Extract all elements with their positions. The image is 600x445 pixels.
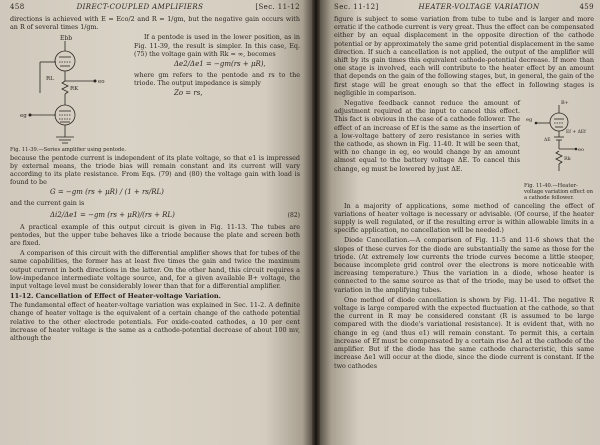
- rl-label: RL: [46, 76, 54, 83]
- right-paragraph-2: Negative feedback cannot reduce the amount of adjustment required at the input to cancel this effect. This fact is obvious in the case of a cathode follower. The effect of an increase of Ef is the same as the insertion of a low-voltage battery of zero resistance in series with the cathode, as shown in Fig. 11-40. It will be seen that, with no change in eg, eo would change by an amount almost equal to the battery voltage ΔE. To cancel this change, eg must be lowered by just ΔE.: [334, 99, 520, 173]
- left-paragraph-4: and the current gain is: [10, 199, 85, 208]
- left-paragraph-6: A comparison of this circuit with the differential amplifier shows that for tubes of the same capabilities, the former has at least five times the gain and twice the maximum output current in both directions in the latter. On the other hand, this circuit requires a low-impedance intermediate voltage source, and, for a given available B+ voltage, the input voltage level must be considerably lower than that for a differential amplifier.: [10, 249, 300, 291]
- equation-voltage-gain-load: G = −gm (rs + μR) / (1 + rs/RL): [50, 188, 164, 197]
- book-gutter: [312, 0, 320, 445]
- section-text: The fundamental effect of heater-voltage variation was explained in Sec. 11-2. A definite change of heater voltage is the equivalent of a certain change of the cathode potential relative to the other electrode potentials. For oxide-coated cathodes, a 10 per cent increase of heater voltage is the same as a cathode-potential decrease of about 100 mv, although the: [10, 301, 300, 343]
- fig-11-40: [524, 99, 594, 202]
- equation-current-gain-row: [10, 211, 300, 220]
- cathode-follower-schematic: [524, 99, 594, 177]
- fig40-eo-label: eo: [578, 147, 584, 154]
- right-paragraph-1: figure is subject to some variation from tube to tube and is larger and more erratic if the cathode current is very great. Thus the effect can be compensated either by an equal displacement in the opposite direction of the cathode potential or by approximately the same grid potential displacement in the same direction. If such a cancellation is not applied, the output of the amplifier will shift by its gain times this equivalent cathode-potential decrease. If more than one stage is involved, each will contribute to the heater effect by an amount that depends on the gain of the following stages, but, in general, the gain of the first stage will be great enough so that the effect in following stages is negligible in comparison.: [334, 15, 594, 97]
- left-paragraph-5: A practical example of this output circuit is given in Fig. 11-13. The tubes are pentodes, but the upper tube behaves like a triode because the plate and screen both are fixed.: [10, 222, 300, 248]
- right-paragraph-5: One method of diode cancellation is shown by Fig. 11-41. The negative R voltage is large compared with the expected fluctuation at the cathode, so that the current in R may be considered constant (R is assumed to be large compared with the diode's variational resistance). It is evident that, with no change in eg (and thus e1) will remain constant. To permit this, a certain increase of Ef must be compensated by a certain rise Δe1 at the cathode of the amplifier. But if the diode has the same cathode characteristic, this same increase Δe1 will occur at the diode, since the diode current is constant. If the two cathodes: [334, 295, 594, 370]
- right-paragraph-4: Diode Cancellation.—A comparison of Fig. 11-5 and 11-6 shows that the slopes of these curves for the diode are substantially the same as those for the triode. (At extremely low currents the triode curves become a little steeper, because incomplete grid control over the electrons is more noticeable with increasing temperature.) Thus the variation in a diode, whose heater is connected to the same source as that of the triode, may be used to offset the variation in the amplifying tubes.: [334, 236, 594, 294]
- equation-current-gain: Δi2/Δe1 = −gm (rs + μR)/(rs + RL): [50, 210, 175, 219]
- left-paragraph-1: If a pentode is used in the lower position, as in Fig. 11-39, the result is simpler. In this case, Eq. (75) the voltage gain with Rk = ∞, becomes: [134, 33, 300, 58]
- left-paragraph-3: because the pentode current is independent of its plate voltage, so that e1 is impressed by external means, the triode bias will remain constant and its current will vary according to its plate resistance. From Eqs. (79) and (80) the voltage gain with load is found to be: [10, 153, 300, 187]
- eg-label: eg: [20, 113, 27, 120]
- section-heading: 11-12. Cancellation of Effect of Heater-voltage Variation.: [10, 292, 221, 301]
- right-paragraph-3: In a majority of applications, some method of canceling the effect of variations of heater voltage is necessary or advisable. (Of course, if the heater supply is well regulated, or if the resulting error is within allowable limits in a specific application, no cancellation will be needed.): [334, 201, 594, 235]
- left-running-section: [Sec. 11-12: [255, 3, 300, 11]
- right-wrapped-text: [334, 99, 520, 202]
- ebb-label: Ebb: [60, 35, 73, 43]
- right-figure-block: [334, 99, 594, 202]
- fig-11-39: [10, 33, 128, 153]
- eo-label: eo: [98, 79, 105, 86]
- right-page-number: 459: [579, 3, 594, 11]
- left-page-number: 458: [10, 3, 25, 11]
- right-page: [320, 0, 600, 445]
- equation-output-impedance: Zo = rs,: [174, 89, 203, 98]
- fig40-eg-label: eg: [526, 117, 533, 124]
- ef-label: Ef + ΔEf: [566, 130, 586, 136]
- fig-11-39-caption: Fig. 11-39.—Series amplifier using pentode.: [10, 147, 127, 154]
- series-amplifier-schematic: [10, 33, 128, 145]
- right-running-title: HEATER-VOLTAGE VARIATION: [418, 3, 540, 11]
- fig-11-40-caption: Fig. 11-40.—Heater-voltage variation effect on a cathode follower.: [524, 183, 593, 202]
- bplus-label: B+: [561, 100, 569, 107]
- delta-e-label: ΔE: [544, 138, 551, 144]
- fig40-rk-label: Rk: [564, 156, 571, 163]
- left-running-head: [10, 3, 300, 11]
- rk-label: RK: [70, 86, 79, 93]
- equation-gain: Δe2/Δe1 = −gm(rs + μR),: [174, 60, 266, 69]
- left-running-title: DIRECT-COUPLED AMPLIFIERS: [76, 3, 204, 11]
- left-intro-paragraph: directions is achieved with E = Eco/2 and R = 1/gm, but the negative gain occurs with an R of several times 1/gm.: [10, 15, 300, 32]
- left-figure-block: [10, 33, 300, 153]
- left-paragraph-2: where gm refers to the pentode and rs to the triode. The output impedance is simply: [134, 71, 300, 88]
- left-wrapped-text: [134, 33, 300, 153]
- right-running-head: [334, 3, 594, 11]
- equation-number: (82): [287, 211, 300, 219]
- right-running-section: Sec. 11-12]: [334, 3, 379, 11]
